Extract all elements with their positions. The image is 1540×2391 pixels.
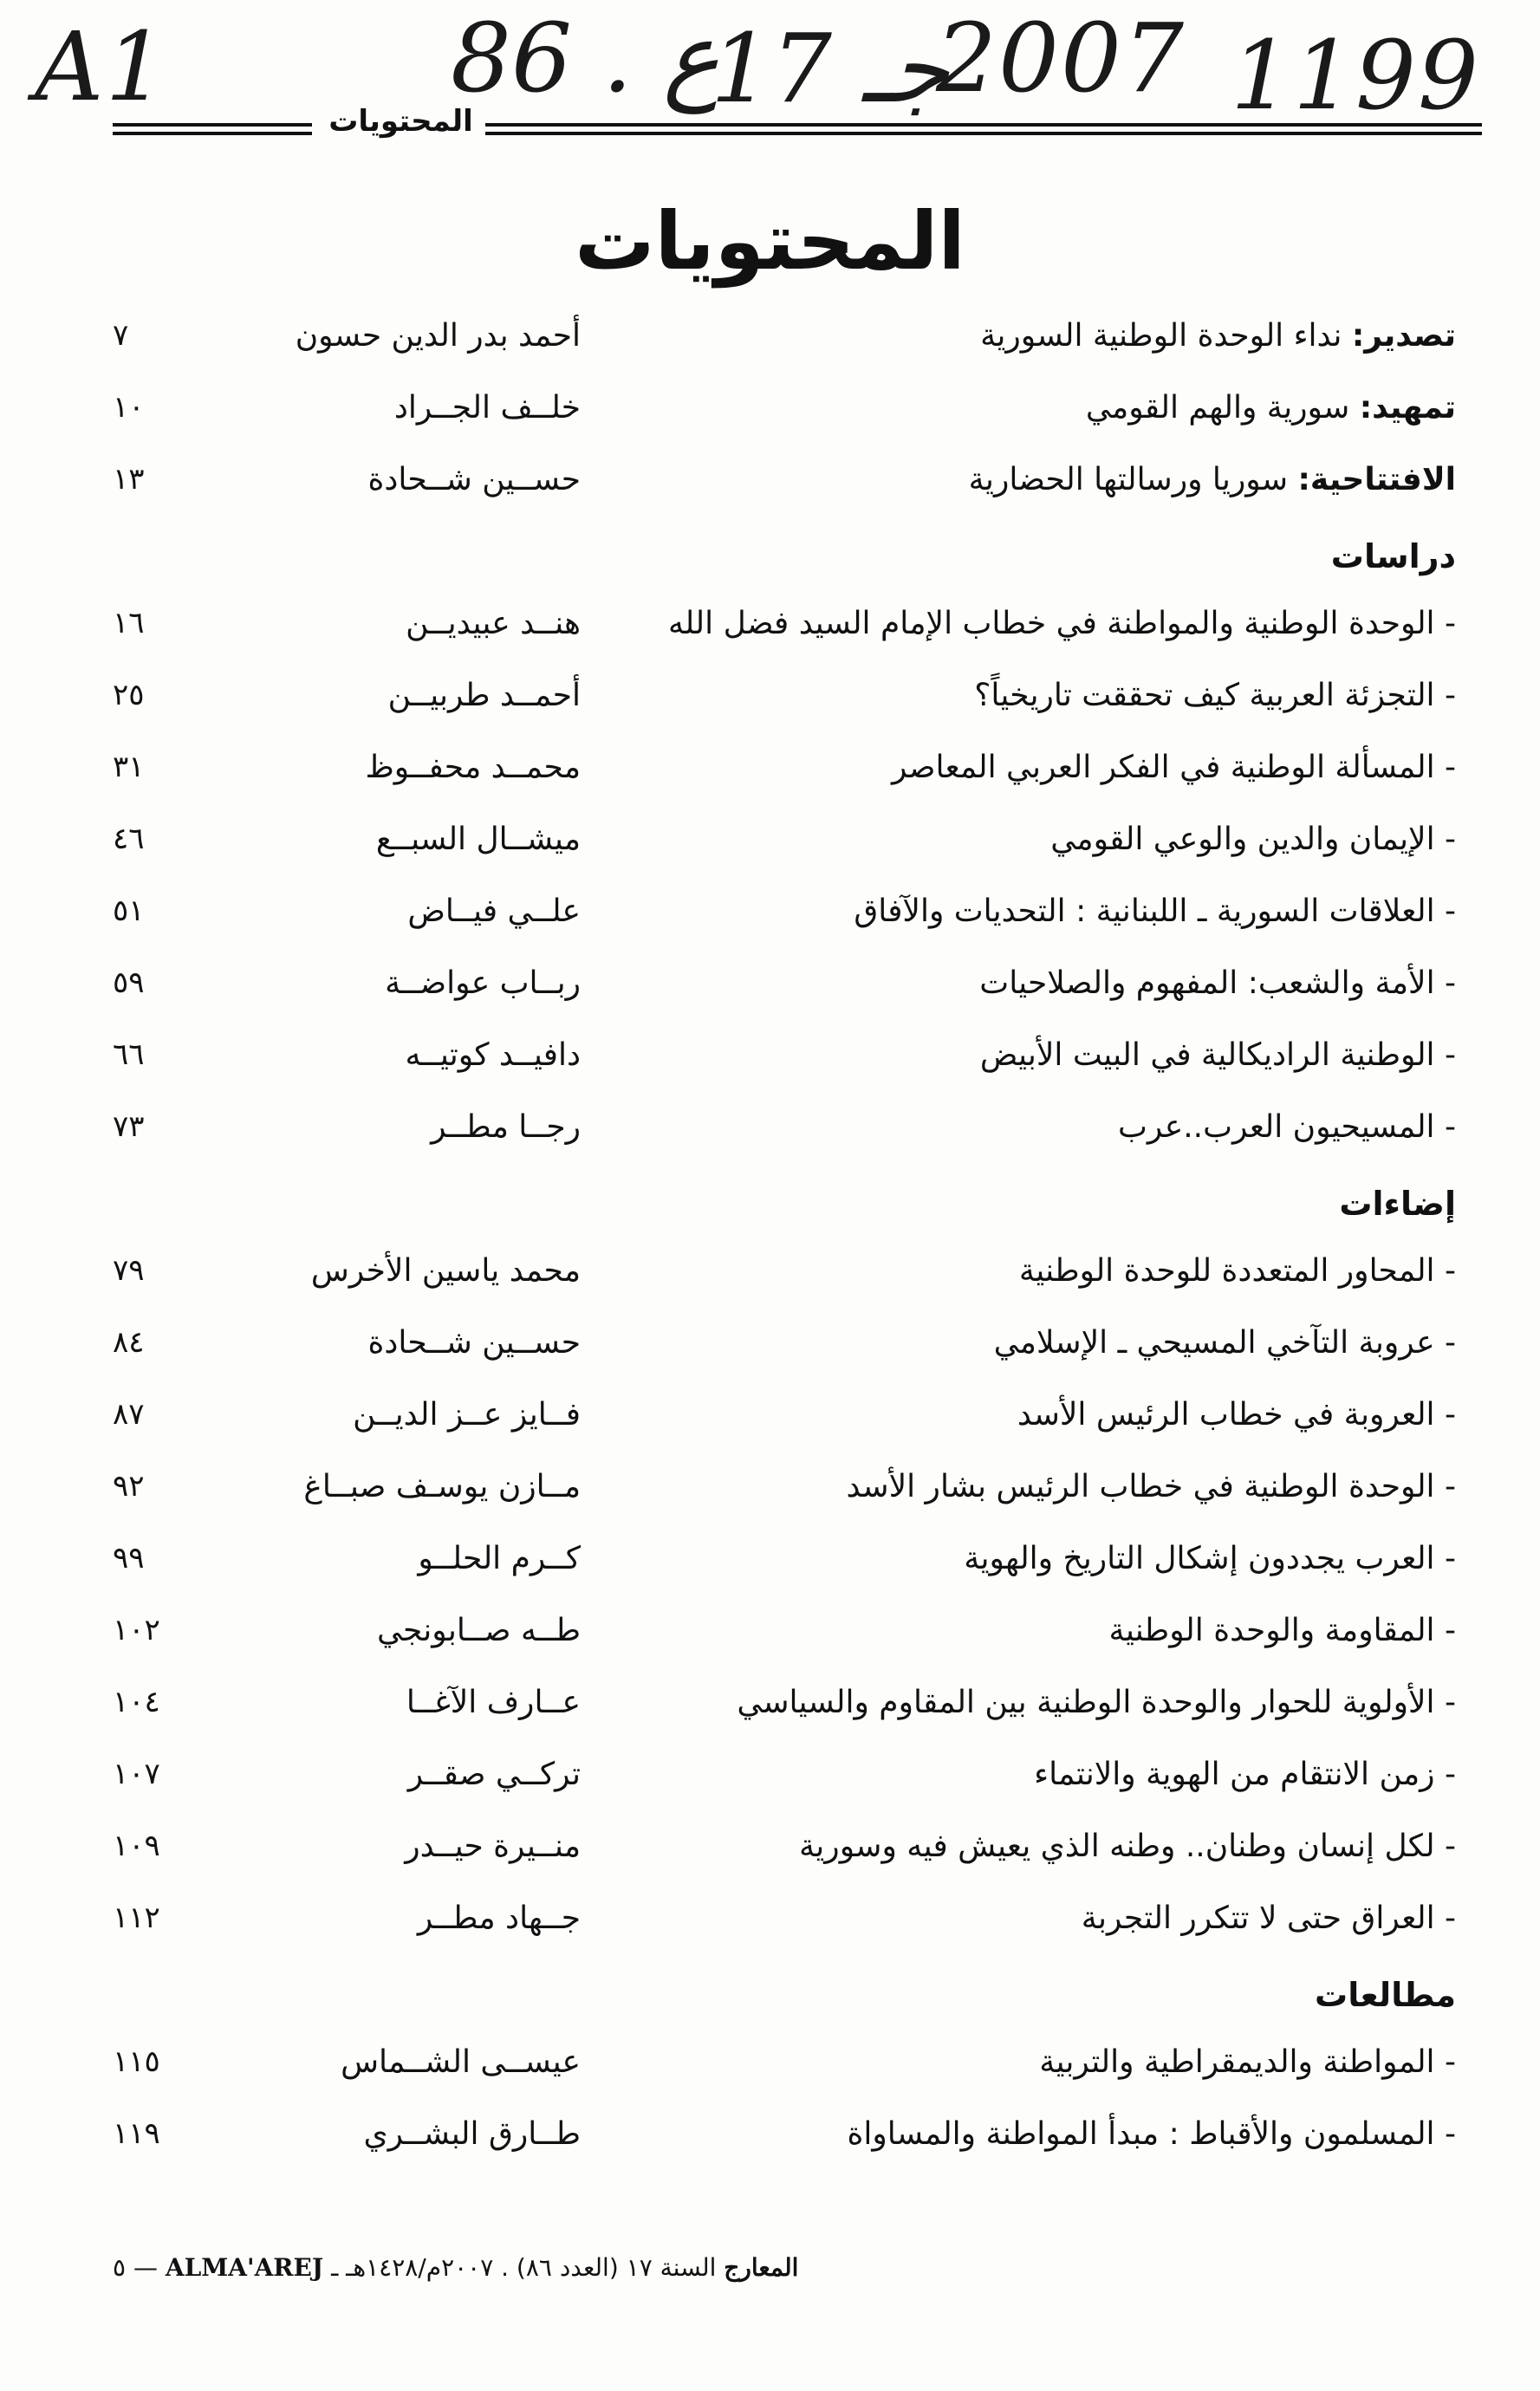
footer-brand-arabic: المعارج: [724, 2253, 799, 2282]
toc-entry-author: محمــد محفــوظ: [365, 750, 581, 785]
toc-entry-author: ربــاب عواضــة: [385, 965, 581, 1001]
toc-entry-author: حســين شــحادة: [367, 1325, 581, 1361]
toc-entry-page: ١٠٧: [113, 1757, 160, 1791]
toc-entry-title: [676, 678, 1456, 713]
toc-entry-author: طــارق البشــري: [363, 2116, 581, 2152]
toc-entry-title-text: - الوطنية الراديكالية في البيت الأبيض: [979, 1037, 1456, 1073]
toc-entry: [113, 452, 1456, 523]
toc-entry-page: ٨٤: [113, 1325, 145, 1360]
toc-entry-page: ٧: [113, 318, 129, 353]
toc-entry-title-text: - المسألة الوطنية في الفكر العربي المعاصر: [892, 750, 1456, 785]
toc-entry-author: رجــا مطــر: [431, 1109, 581, 1145]
toc-entry: [113, 1459, 1456, 1530]
toc-entry-title-text: - الوحدة الوطنية في خطاب الرئيس بشار الأسد: [846, 1469, 1456, 1504]
toc-entry-title: [676, 2044, 1456, 2080]
toc-entry-title: [676, 1900, 1456, 1936]
toc-entry-title: [676, 462, 1456, 497]
toc-entry-title-text: سوريا ورسالتها الحضارية: [968, 462, 1298, 497]
toc-entry-page: ١١٥: [113, 2044, 160, 2079]
toc-entry-title: [676, 1469, 1456, 1504]
toc-entry-title-text: - التجزئة العربية كيف تحققت تاريخياً؟: [974, 678, 1456, 713]
toc-entry-author: أحمد بدر الدين حسون: [295, 318, 581, 354]
toc-entry-title: [676, 1037, 1456, 1073]
toc-entry: [113, 2106, 1456, 2178]
toc-entry-title-text: - العروبة في خطاب الرئيس الأسد: [1017, 1397, 1456, 1433]
toc-section-label: مطالعات: [1315, 1976, 1456, 2014]
toc-entry-page: ٩٢: [113, 1469, 145, 1504]
toc-entry-title-text: - العرب يجددون إشكال التاريخ والهوية: [964, 1541, 1456, 1576]
toc-entry-author: فــايز عــز الديــن: [353, 1397, 581, 1433]
toc-entry: [113, 1027, 1456, 1099]
footer-page-number: ٥: [113, 2253, 127, 2282]
toc-entry-title: [676, 318, 1456, 354]
toc-entry-title-text: - عروبة التآخي المسيحي ـ الإسلامي: [993, 1325, 1456, 1361]
toc-entry-lead: الافتتاحية:: [1297, 462, 1456, 497]
toc-entry-title-text: - الإيمان والدين والوعي القومي: [1050, 822, 1456, 857]
toc-entry-page: ١٠: [113, 390, 145, 425]
toc-entry-author: عيســى الشــماس: [341, 2044, 581, 2080]
toc-entry-title: [667, 606, 1456, 641]
toc-entry: [113, 667, 1456, 739]
toc-entry-title-text: - المواطنة والديمقراطية والتربية: [1039, 2044, 1456, 2080]
running-header-label: المحتويات: [328, 104, 473, 139]
toc-entry-title: [676, 1541, 1456, 1576]
toc-entry-title-text: نداء الوحدة الوطنية السورية: [980, 318, 1352, 354]
handwritten-code: A1: [35, 11, 168, 122]
toc-entry-title-text: - زمن الانتقام من الهوية والانتماء: [1034, 1757, 1456, 1792]
toc-entry-page: ٢٥: [113, 678, 145, 712]
toc-entry-author: منــيرة حيــدر: [405, 1829, 581, 1864]
toc-entry-title-text: - المسيحيون العرب..عرب: [1118, 1109, 1456, 1145]
toc-entry-title: [676, 750, 1456, 785]
toc-section-label: إضاءات: [1339, 1185, 1456, 1223]
toc-entry: [113, 955, 1456, 1027]
toc-entry-title: [676, 1757, 1456, 1792]
toc-section-heading: [113, 1171, 1456, 1243]
toc-entry-author: هنــد عبيديــن: [406, 606, 581, 641]
toc-entry-author: دافيــد كوتيــه: [405, 1037, 581, 1073]
toc-entry-title-text: - العلاقات السورية ـ اللبنانية : التحديات والآفاق: [854, 893, 1456, 929]
toc-entry: [113, 1387, 1456, 1459]
toc-entry-title-text: - الوحدة الوطنية والمواطنة في خطاب الإمام السيد فضل الله: [667, 606, 1456, 641]
footer-issue-info: السنة ١٧ (العدد ٨٦) . ٢٠٠٧م/١٤٢٨هـ ـ: [331, 2253, 717, 2282]
toc-entry-page: ٥٩: [113, 965, 145, 1000]
toc-entry-title: [676, 822, 1456, 857]
running-header: [113, 104, 1482, 149]
toc-entry-author: طــه صــابونجي: [376, 1613, 581, 1648]
toc-entry-title-text: - المحاور المتعددة للوحدة الوطنية: [1018, 1253, 1456, 1289]
toc-entry-author: جــهاد مطــر: [417, 1900, 581, 1936]
toc-entry-author: مــازن يوسـف صبــاغ: [303, 1469, 581, 1504]
toc-entry: [113, 1099, 1456, 1171]
toc-entry-title: [676, 1829, 1456, 1864]
toc-entry: [113, 1530, 1456, 1602]
toc-entry-page: ٣١: [113, 750, 145, 784]
toc-entry-title: [676, 1613, 1456, 1648]
toc-entry-page: ١١٢: [113, 1900, 160, 1935]
toc-entry-page: ١٠٤: [113, 1685, 160, 1719]
toc-entry-author: أحمــد طربيــن: [387, 678, 581, 713]
toc-entry: [113, 308, 1456, 380]
handwritten-issn: 1199: [1231, 20, 1480, 131]
toc-entry-title: [676, 390, 1456, 426]
toc-entry-title-text: - المقاومة والوحدة الوطنية: [1108, 1613, 1456, 1648]
toc-entry-title: [676, 1685, 1456, 1720]
toc-entry: [113, 1243, 1456, 1315]
toc-entry: [113, 1746, 1456, 1818]
toc-entry-title-text: - العراق حتى لا تتكرر التجربة: [1081, 1900, 1456, 1936]
toc-entry-author: عــارف الآغــا: [406, 1685, 581, 1720]
toc-entry: [113, 380, 1456, 452]
toc-entry-author: ميشــال السبــع: [375, 822, 581, 857]
toc-entry-title: [676, 893, 1456, 929]
toc-entry-title: [676, 965, 1456, 1001]
toc-entry: [113, 1602, 1456, 1674]
handwritten-year: 2007: [936, 3, 1186, 114]
toc-entry-author: كــرم الحلــو: [418, 1541, 581, 1576]
toc-entry-author: تركــي صقــر: [407, 1757, 581, 1792]
header-rule-right: [485, 123, 1482, 135]
toc-entry: [113, 2034, 1456, 2106]
toc-entry-title: [676, 1253, 1456, 1289]
toc-section-heading: [113, 1962, 1456, 2034]
table-of-contents: [113, 308, 1456, 2178]
toc-entry-title-text: - الأولوية للحوار والوحدة الوطنية بين المقاوم والسياسي: [737, 1685, 1456, 1720]
toc-entry: [113, 1890, 1456, 1962]
page-title: المحتويات: [575, 195, 965, 288]
footer-brand-latin: ALMA'AREJ: [165, 2253, 324, 2282]
toc-entry: [113, 883, 1456, 955]
toc-entry: [113, 595, 1456, 667]
toc-entry: [113, 1818, 1456, 1890]
toc-entry-author: محمد ياسين الأخرس: [310, 1253, 581, 1289]
toc-entry-title-text: سورية والهم القومي: [1085, 390, 1360, 426]
toc-entry-title: [676, 1325, 1456, 1361]
toc-entry-author: خلــف الجــراد: [393, 390, 581, 426]
toc-entry-page: ٧٣: [113, 1109, 145, 1144]
toc-entry-lead: تصدير:: [1351, 318, 1456, 354]
toc-entry-page: ٥١: [113, 893, 145, 928]
toc-entry-page: ٩٩: [113, 1541, 145, 1576]
toc-entry-title-text: - لكل إنسان وطنان.. وطنه الذي يعيش فيه وسورية: [798, 1829, 1456, 1864]
toc-entry-page: ٧٩: [113, 1253, 145, 1288]
toc-entry-author: حســين شــحادة: [367, 462, 581, 497]
toc-entry-page: ٦٦: [113, 1037, 145, 1072]
toc-section-heading: [113, 523, 1456, 595]
header-rule-left: [113, 123, 312, 135]
toc-entry-page: ١٦: [113, 606, 145, 640]
page-footer: ٥ — ALMA'AREJ المعارج السنة ١٧ (العدد ٨٦) . ٢٠٠٧م/١٤٢٨هـ ـ: [113, 2253, 799, 2282]
toc-section-label: دراسات: [1330, 537, 1456, 575]
toc-entry-title-text: - المسلمون والأقباط : مبدأ المواطنة والمساواة: [847, 2116, 1456, 2152]
handwritten-annotation: [35, 3, 1480, 140]
toc-entry-author: علــي فيــاض: [407, 893, 581, 929]
toc-entry: [113, 1315, 1456, 1387]
toc-entry-title: [676, 2116, 1456, 2152]
handwritten-issue: 86 . ع: [451, 3, 720, 114]
toc-entry-title: [676, 1397, 1456, 1433]
toc-entry-page: ١٣: [113, 462, 145, 497]
toc-entry-page: ٤٦: [113, 822, 145, 856]
toc-entry-page: ١١٩: [113, 2116, 160, 2151]
toc-entry-page: ٨٧: [113, 1397, 145, 1432]
toc-entry-page: ١٠٩: [113, 1829, 160, 1863]
toc-entry-lead: تمهيد:: [1359, 390, 1456, 426]
toc-entry: [113, 739, 1456, 811]
toc-entry: [113, 811, 1456, 883]
toc-entry-title-text: - الأمة والشعب: المفهوم والصلاحيات: [979, 965, 1456, 1001]
toc-entry: [113, 1674, 1456, 1746]
toc-entry-page: ١٠٢: [113, 1613, 160, 1647]
toc-entry-title: [676, 1109, 1456, 1145]
handwritten-volume: جـ 17: [711, 13, 950, 124]
